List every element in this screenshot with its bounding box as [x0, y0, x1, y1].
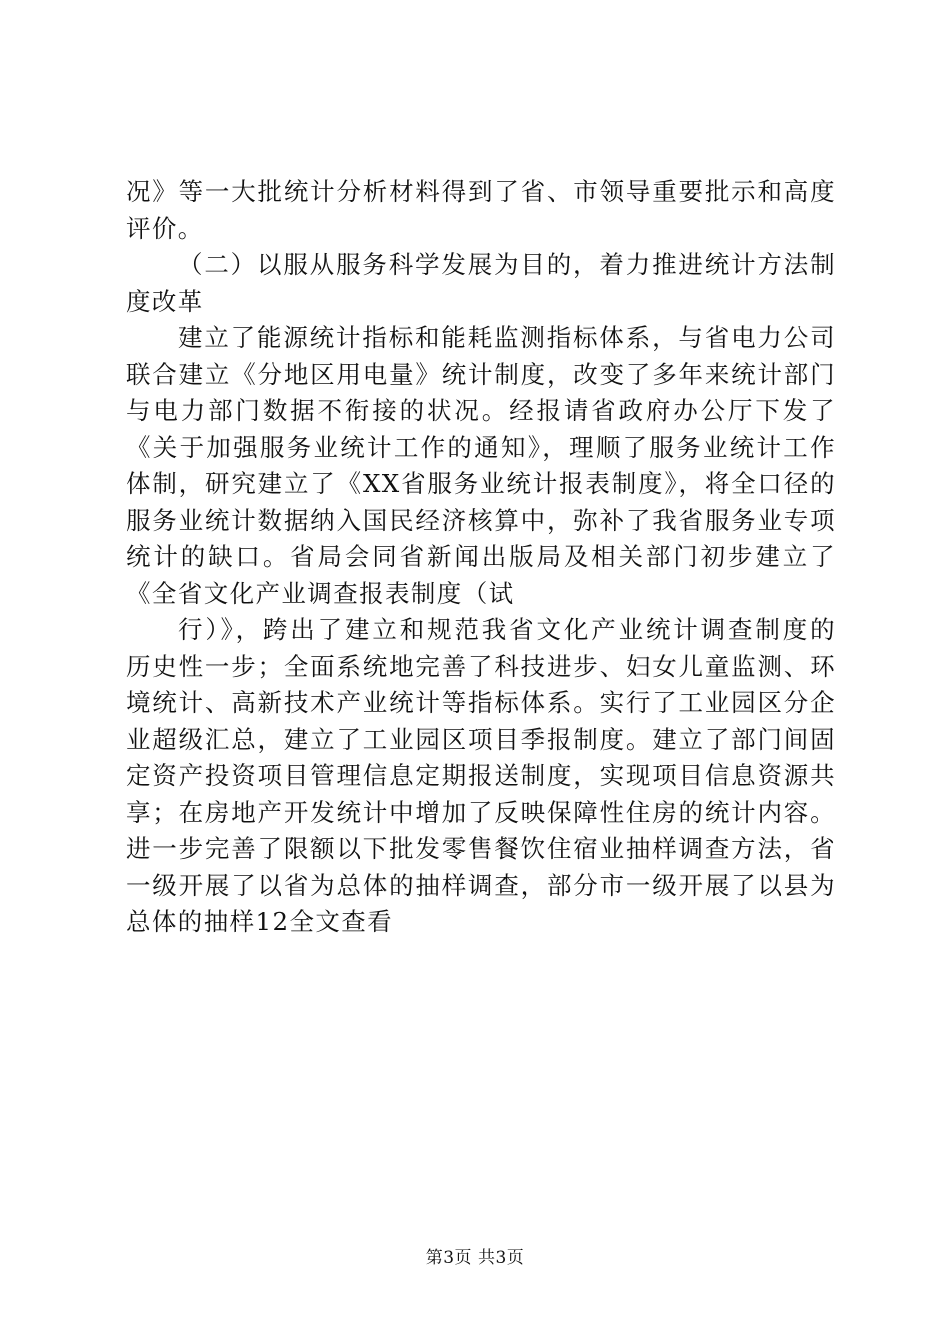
- text-line: 建立了能源统计指标和能耗监测指标体系，与省电力公司: [178, 323, 836, 352]
- text-line: 进一步完善了限额以下批发零售餐饮住宿业抽样调查方法，省: [126, 834, 836, 863]
- text-line: 历史性一步；全面系统地完善了科技进步、妇女儿童监测、环: [126, 651, 836, 681]
- body-text: [126, 174, 836, 941]
- text-line: 享；在房地产开发统计中增加了反映保障性住房的统计内容。: [126, 797, 836, 827]
- text-line: 一级开展了以省为总体的抽样调查，部分市一级开展了以县为: [126, 870, 836, 900]
- text-line: 与电力部门数据不衔接的状况。经报请省政府办公厅下发了: [126, 396, 836, 425]
- text-line: 《关于加强服务业统计工作的通知》，理顺了服务业统计工作: [126, 432, 836, 462]
- text-line: 联合建立《分地区用电量》统计制度，改变了多年来统计部门: [126, 359, 836, 389]
- text-line: 体制，研究建立了《XX省服务业统计报表制度》，将全口径的: [126, 469, 836, 498]
- text-line: 《全省文化产业调查报表制度（试: [126, 578, 515, 608]
- text-line: 评价。: [126, 213, 204, 243]
- text-line: （二）以服从服务科学发展为目的，着力推进统计方法制: [178, 250, 836, 279]
- text-line: 行）》，跨出了建立和规范我省文化产业统计调查制度的: [178, 615, 836, 644]
- page-footer: 第3页 共3页: [425, 1248, 525, 1268]
- text-line: 定资产投资项目管理信息定期报送制度，实现项目信息资源共: [126, 761, 836, 790]
- text-line: 况》等一大批统计分析材料得到了省、市领导重要批示和高度: [126, 177, 836, 206]
- text-line: 度改革: [126, 286, 204, 316]
- text-line: 统计的缺口。省局会同省新闻出版局及相关部门初步建立了: [126, 542, 836, 571]
- text-line: 业超级汇总，建立了工业园区项目季报制度。建立了部门间固: [126, 724, 836, 754]
- text-line: 境统计、高新技术产业统计等指标体系。实行了工业园区分企: [126, 688, 836, 717]
- text-line: 总体的抽样12全文查看: [126, 907, 394, 936]
- text-line: 服务业统计数据纳入国民经济核算中，弥补了我省服务业专项: [126, 505, 836, 535]
